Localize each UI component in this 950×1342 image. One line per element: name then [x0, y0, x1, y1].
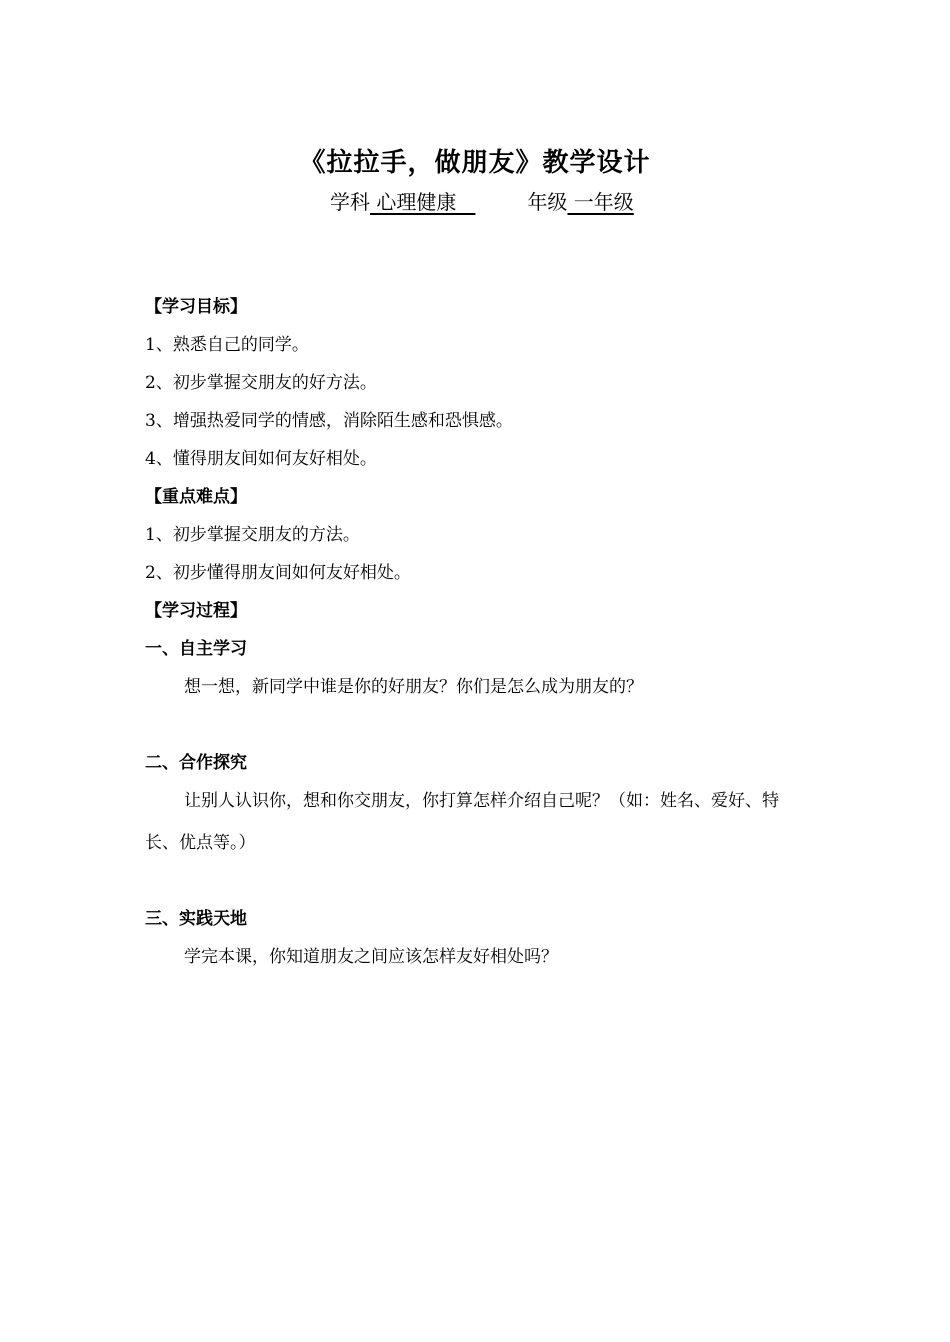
section-heading-cooperation: 二、合作探究: [145, 753, 247, 773]
goal-item: 2、初步掌握交朋友的好方法。: [145, 373, 377, 393]
key-point-item: 2、初步懂得朋友间如何友好相处。: [145, 563, 411, 583]
section-heading-self-study: 一、自主学习: [145, 639, 247, 659]
subject-label: 学科: [330, 190, 370, 214]
section-text: 让别人认识你，想和你交朋友，你打算怎样介绍自己呢？（如：姓名、爱好、特: [184, 791, 779, 811]
subject-grade-line: [330, 186, 634, 215]
process-heading: 【学习过程】: [145, 601, 247, 621]
goal-item: 1、熟悉自己的同学。: [145, 335, 309, 355]
section-text: 学完本课，你知道朋友之间应该怎样友好相处吗？: [184, 947, 558, 967]
document-title: 《拉拉手，做朋友》教学设计: [299, 148, 651, 178]
goals-heading: 【学习目标】: [145, 297, 247, 317]
section-text: 长、优点等。）: [145, 833, 256, 853]
grade-label: 年级: [527, 190, 568, 214]
grade-value: 一年级: [567, 190, 634, 214]
goal-item: 3、增强热爱同学的情感，消除陌生感和恐惧感。: [145, 411, 513, 431]
key-point-item: 1、初步掌握交朋友的方法。: [145, 525, 360, 545]
section-heading-practice: 三、实践天地: [145, 909, 247, 929]
goal-item: 4、懂得朋友间如何友好相处。: [145, 449, 377, 469]
key-points-heading: 【重点难点】: [145, 487, 247, 507]
subject-value: 心理健康: [370, 190, 476, 214]
section-text: 想一想，新同学中谁是你的好朋友？你们是怎么成为朋友的？: [184, 677, 643, 697]
